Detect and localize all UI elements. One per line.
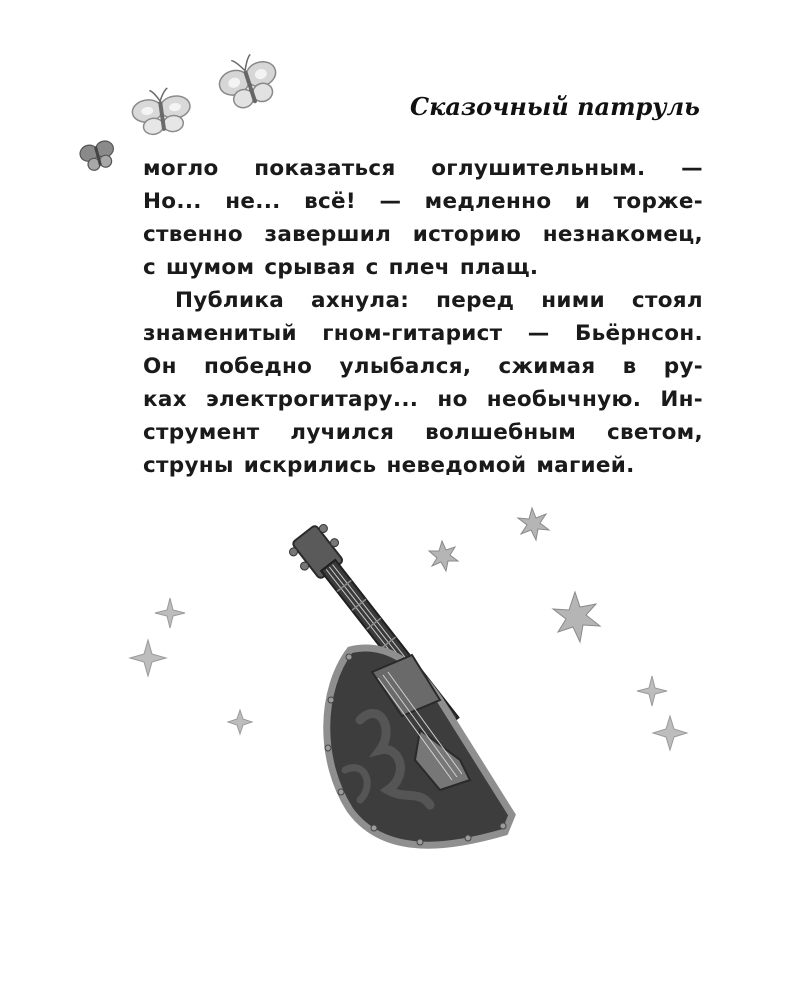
- butterfly-icon: [78, 139, 118, 173]
- word: —: [527, 321, 550, 346]
- text-line: [143, 317, 703, 350]
- word: срывая: [264, 255, 356, 280]
- word: незнакомец,: [542, 222, 703, 247]
- word: Публика: [175, 288, 285, 313]
- word: гном-гитарист: [322, 321, 503, 346]
- text-line: [143, 449, 703, 482]
- text-line: [143, 152, 703, 185]
- word: искрились: [243, 453, 377, 478]
- text-line: [143, 218, 703, 251]
- word: могло: [143, 156, 219, 181]
- word: —: [379, 189, 402, 214]
- word: перед: [436, 288, 515, 313]
- word: необычную.: [486, 387, 642, 412]
- word: электрогитару...: [206, 387, 419, 412]
- word: плеч: [388, 255, 450, 280]
- word: струны: [143, 453, 234, 478]
- word: историю: [412, 222, 522, 247]
- word: улыбался,: [339, 354, 472, 379]
- word: шумом: [166, 255, 255, 280]
- word: всё!: [304, 189, 357, 214]
- body-text: [143, 152, 703, 482]
- sparkle-icon: [130, 598, 687, 750]
- page-running-title: Сказочный патруль: [409, 92, 700, 121]
- star-icon: [429, 508, 600, 642]
- text-line: [143, 185, 703, 218]
- word: показаться: [254, 156, 396, 181]
- word: ру-: [663, 354, 703, 379]
- word: Он: [143, 354, 177, 379]
- word: струмент: [143, 420, 260, 445]
- text-line: [143, 251, 703, 284]
- butterfly-icon: [130, 85, 194, 137]
- word: знаменитый: [143, 321, 297, 346]
- text-line: [143, 284, 703, 317]
- word: но: [437, 387, 468, 412]
- word: оглушительным.: [431, 156, 646, 181]
- text-line: [143, 350, 703, 383]
- word: не...: [225, 189, 281, 214]
- word: лучился: [290, 420, 395, 445]
- word: ках: [143, 387, 187, 412]
- word: с: [365, 255, 379, 280]
- word: ахнула:: [310, 288, 410, 313]
- text-line: [143, 383, 703, 416]
- word: светом,: [606, 420, 703, 445]
- word: стоял: [631, 288, 703, 313]
- guitar-illustration: [285, 520, 512, 845]
- word: Бьёрнсон.: [574, 321, 703, 346]
- word: сжимая: [498, 354, 596, 379]
- word: ними: [541, 288, 606, 313]
- word: в: [622, 354, 637, 379]
- word: Но...: [143, 189, 202, 214]
- word: победно: [203, 354, 313, 379]
- butterfly-icon: [213, 49, 283, 114]
- word: завершил: [264, 222, 392, 247]
- word: ственно: [143, 222, 243, 247]
- word: магией.: [536, 453, 635, 478]
- word: —: [681, 156, 703, 181]
- word: волшебным: [425, 420, 577, 445]
- word: неведомой: [386, 453, 527, 478]
- word: и: [574, 189, 591, 214]
- word: торже-: [613, 189, 703, 214]
- text-line: [143, 416, 703, 449]
- word: плащ.: [459, 255, 539, 280]
- word: Ин-: [660, 387, 703, 412]
- word: с: [143, 255, 157, 280]
- word: медленно: [424, 189, 552, 214]
